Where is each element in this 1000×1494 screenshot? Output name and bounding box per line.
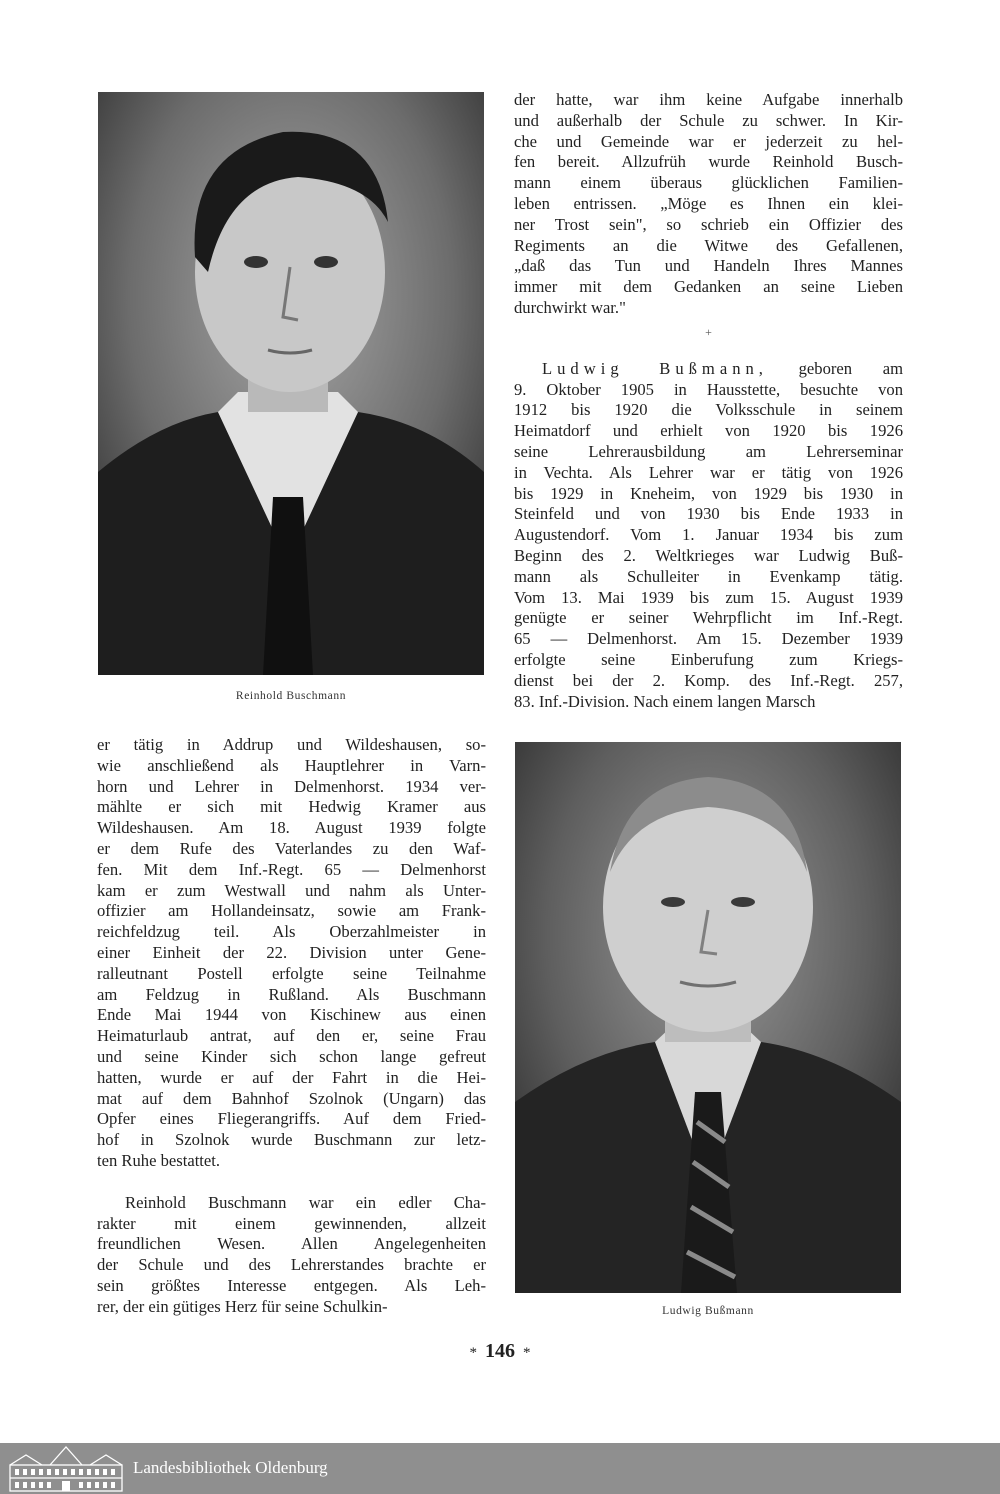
library-name: Landesbibliothek Oldenburg	[133, 1458, 328, 1477]
text-line: er dem Rufe des Vaterlandes zu den Waf-	[97, 838, 486, 858]
text-line: freundlichen Wesen. Allen Angelegenheiten	[97, 1234, 486, 1254]
paragraph-body	[514, 380, 903, 713]
text-line: und außerhalb der Schule zu schwer. In Kir-	[514, 110, 903, 130]
text-line: rer, der ein gütiges Herz für seine Schulkin-	[97, 1296, 388, 1316]
left-column-text	[97, 735, 486, 1318]
page-number-value: 146	[485, 1340, 515, 1362]
text-line: in Vechta. Als Lehrer war er tätig von 1926	[514, 462, 903, 482]
portrait-reinhold-buschmann	[98, 92, 484, 675]
text-line: er tätig in Addrup und Wildeshausen, so-	[97, 735, 486, 754]
text-line: und seine Kinder sich schon lange gefreut	[97, 1046, 486, 1066]
text-line: kam er zum Westwall und nahm als Unter-	[97, 880, 486, 900]
text-line: ralleutnant Postell erfolgte seine Teilnahme	[97, 963, 486, 983]
text-line: mann einem überaus glücklichen Familien-	[514, 173, 903, 193]
text-line: Ende Mai 1944 von Kischinew aus einen	[97, 1005, 486, 1025]
paragraph-first-line	[514, 359, 903, 380]
text-line: Reinhold Buschmann war ein edler Cha-	[125, 1192, 486, 1212]
text-line: seine Lehrerausbildung am Lehrerseminar	[514, 441, 903, 461]
text-line: offizier am Hollandeinsatz, sowie am Frank-	[97, 901, 486, 921]
text-line: sein größtes Interesse entgegen. Als Leh-	[97, 1275, 486, 1295]
star-ornament: *	[469, 1345, 477, 1361]
text-line: Wildeshausen. Am 18. August 1939 folgte	[97, 818, 486, 838]
text-line: Regiments an die Witwe des Gefallenen,	[514, 235, 903, 255]
photo-caption-left: Reinhold Buschmann	[235, 690, 347, 702]
text-line: fen bereit. Allzufrüh wurde Reinhold Busch-	[514, 152, 903, 172]
text-line: Steinfeld und von 1930 bis Ende 1933 in	[514, 504, 903, 524]
text-line: durchwirkt war."	[514, 297, 626, 317]
text-line: einer Einheit der 22. Division unter Gene-	[97, 942, 486, 962]
text-line: fen. Mit dem Inf.-Regt. 65 — Delmenhorst	[97, 859, 486, 879]
text-line: bis 1929 in Kneheim, von 1929 bis 1930 in	[514, 483, 903, 503]
text-line: der hatte, war ihm keine Aufgabe innerhalb	[514, 90, 903, 109]
portrait-ludwig-bussmann	[515, 742, 901, 1293]
paragraph-buschmann-character	[97, 1193, 486, 1318]
text-line: Opfer eines Fliegerangriffs. Auf dem Fried-	[97, 1109, 486, 1129]
separator-cross: +	[705, 324, 712, 339]
person-name: Ludwig Bußmann,	[542, 358, 768, 378]
text-line: mählte er sich mit Hedwig Kramer aus	[97, 797, 486, 817]
text-line: am Feldzug in Rußland. Als Buschmann	[97, 984, 486, 1004]
text-line: mann als Schulleiter in Evenkamp tätig.	[514, 566, 903, 586]
photo-caption-right: Ludwig Bußmann	[662, 1305, 754, 1317]
text-line: dienst bei der 2. Komp. des Inf.-Regt. 257,	[514, 670, 903, 690]
text-line: Vom 13. Mai 1939 bis zum 15. August 1939	[514, 587, 903, 607]
text-line: Augustendorf. Vom 1. Januar 1934 bis zum	[514, 525, 903, 545]
paragraph-buschmann-career	[97, 735, 486, 1172]
paragraph-continuation	[514, 90, 903, 319]
text-line: mat auf dem Bahnhof Szolnok (Ungarn) das	[97, 1088, 486, 1108]
text-line: ten Ruhe bestattet.	[97, 1150, 221, 1170]
portrait-illustration	[515, 742, 901, 1293]
library-footer-bar	[0, 1443, 1000, 1494]
text-line: immer mit dem Gedanken an seine Lieben	[514, 277, 903, 297]
text-line: hof in Szolnok wurde Buschmann zur letz-	[97, 1130, 486, 1150]
text-line: Heimatdorf und erhielt von 1920 bis 1926	[514, 421, 903, 441]
text-line: genügte er seiner Wehrpflicht im Inf.-Regt.	[514, 608, 903, 628]
page-number	[0, 1340, 1000, 1363]
text-line: che und Gemeinde war er jederzeit zu hel-	[514, 131, 903, 151]
text-run: geboren am	[798, 358, 903, 378]
text-line: 65 — Delmenhorst. Am 15. Dezember 1939	[514, 629, 903, 649]
text-line: erfolgte seine Einberufung zum Kriegs-	[514, 649, 903, 669]
text-line: hatten, wurde er auf der Fahrt in die Hei-	[97, 1067, 486, 1087]
text-line: „daß das Tun und Handeln Ihres Mannes	[514, 256, 903, 276]
text-line: Beginn des 2. Weltkrieges war Ludwig Buß-	[514, 545, 903, 565]
text-line: 9. Oktober 1905 in Hausstette, besuchte von	[514, 379, 903, 399]
star-ornament: *	[523, 1345, 531, 1361]
text-line: 1912 bis 1920 die Volksschule in seinem	[514, 400, 903, 420]
library-building-logo	[6, 1443, 126, 1494]
text-line: rakter mit einem gewinnenden, allzeit	[97, 1213, 486, 1233]
text-line: horn und Lehrer in Delmenhorst. 1934 ver-	[97, 776, 486, 796]
portrait-illustration	[98, 92, 484, 675]
paragraph-ludwig-bussmann	[514, 359, 903, 713]
text-line: ner Trost sein", so schrieb ein Offizier des	[514, 214, 903, 234]
text-line: leben entrissen. „Möge es Ihnen ein klei-	[514, 193, 903, 213]
text-line: 83. Inf.-Division. Nach einem langen Marsch	[514, 691, 816, 711]
right-column-text	[514, 90, 903, 712]
text-line: wie anschließend als Hauptlehrer in Varn-	[97, 755, 486, 775]
text-line: der Schule und des Lehrerstandes brachte er	[97, 1255, 486, 1275]
text-line: Heimaturlaub antrat, auf den er, seine Frau	[97, 1026, 486, 1046]
text-line: reichfeldzug teil. Als Oberzahlmeister in	[97, 922, 486, 942]
